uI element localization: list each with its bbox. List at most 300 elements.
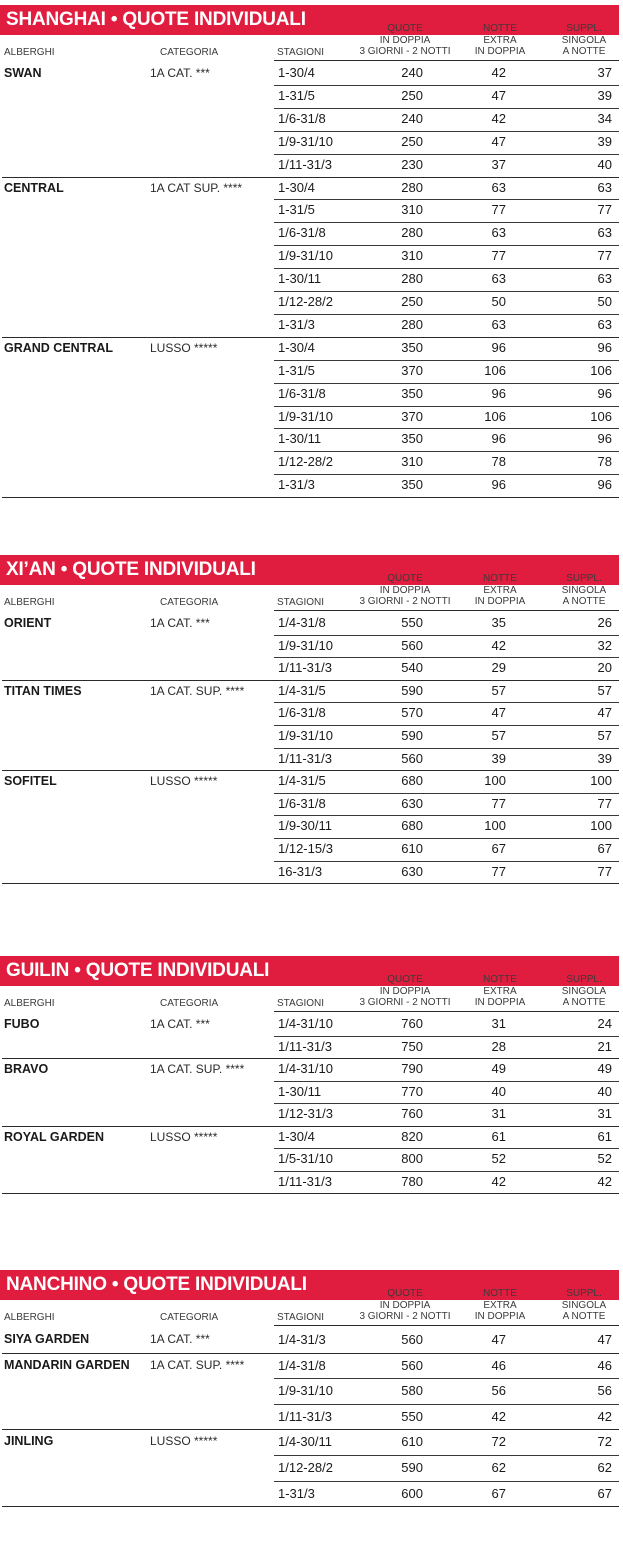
header-line: A NOTTE (562, 1311, 606, 1322)
quote-cell: 280 (401, 225, 423, 241)
single-supplement-cell: 46 (597, 1357, 612, 1373)
header-line: SINGOLA (561, 584, 607, 596)
extra-night-cell: 63 (491, 271, 506, 287)
season-cell: 1-30/4 (278, 179, 315, 195)
row-divider (2, 1506, 619, 1507)
header-line: EXTRA (483, 985, 517, 997)
quote-cell: 610 (401, 1434, 423, 1450)
season-cell: 1/11-31/3 (278, 1173, 332, 1189)
season-cell: 1/9-31/10 (278, 408, 333, 424)
extra-night-cell: 39 (491, 750, 506, 766)
header-line: SUPPL. (566, 23, 602, 34)
extra-night-cell: 46 (491, 1357, 506, 1373)
table-row (0, 1429, 623, 1455)
header-hotels: ALBERGHI (4, 1312, 55, 1323)
quote-cell: 800 (401, 1151, 423, 1166)
hotel-name: JINLING (4, 1434, 54, 1449)
single-supplement-cell: 20 (597, 660, 612, 676)
table-row (0, 1103, 623, 1126)
quote-cell: 240 (401, 110, 423, 126)
season-cell: 1/12-28/2 (278, 294, 333, 309)
single-supplement-cell: 39 (597, 133, 612, 149)
hotel-category: 1A CAT SUP. **** (150, 180, 243, 195)
table-row (0, 1404, 623, 1430)
single-supplement-cell: 96 (597, 431, 612, 447)
quote-cell: 550 (401, 1408, 423, 1424)
quote-cell: 610 (401, 841, 423, 856)
row-divider (2, 497, 619, 498)
header-divider (274, 610, 619, 611)
quote-cell: 540 (401, 660, 423, 676)
single-supplement-cell: 42 (597, 1173, 612, 1189)
section-title: GUILIN • QUOTE INDIVIDUALI (0, 956, 619, 986)
table-row (0, 1353, 623, 1379)
table-row (0, 108, 623, 131)
extra-night-cell: 100 (484, 818, 506, 834)
season-cell: 1/11-31/3 (278, 1408, 332, 1424)
season-cell: 1-30/4 (278, 339, 315, 355)
table-row (0, 268, 623, 291)
extra-night-cell: 47 (491, 87, 506, 103)
table-row (0, 177, 623, 200)
quote-cell: 570 (401, 705, 423, 721)
season-cell: 1/12-31/3 (278, 1106, 333, 1121)
single-supplement-cell: 67 (597, 1485, 612, 1501)
season-cell: 1/4-31/8 (278, 615, 326, 630)
extra-night-cell: 28 (491, 1038, 506, 1054)
table-row (0, 725, 623, 748)
season-cell: 1/12-28/2 (278, 1460, 333, 1475)
season-cell: 1-31/3 (278, 1485, 315, 1501)
single-supplement-cell: 96 (597, 477, 612, 493)
hotel-name: CENTRAL (4, 180, 64, 195)
season-cell: 1/4-31/3 (278, 1332, 326, 1347)
extra-night-cell: 106 (484, 362, 506, 378)
extra-night-cell: 63 (491, 179, 506, 195)
quote-cell: 750 (401, 1038, 423, 1054)
quote-cell: 760 (401, 1106, 423, 1121)
header-line: SUPPL. (566, 573, 602, 584)
header-hotels: ALBERGHI (4, 998, 55, 1009)
quote-cell: 350 (401, 385, 423, 401)
extra-night-cell: 52 (491, 1151, 506, 1166)
header-line: IN DOPPIA (474, 1311, 526, 1322)
table-row (0, 337, 623, 360)
header-line: SINGOLA (561, 985, 607, 997)
header-category: CATEGORIA (160, 597, 219, 608)
quote-cell: 560 (401, 637, 423, 653)
season-cell: 1-31/3 (278, 477, 315, 493)
quote-cell: 370 (401, 408, 423, 424)
table-row (0, 291, 623, 314)
table-row (0, 1171, 623, 1194)
extra-night-cell: 67 (491, 1485, 506, 1501)
header-line: SINGOLA (561, 1299, 607, 1311)
table-row (0, 199, 623, 222)
single-supplement-cell: 31 (597, 1106, 612, 1121)
extra-night-cell: 77 (491, 248, 506, 264)
header-line: NOTTE (483, 1288, 517, 1299)
extra-night-cell: 96 (491, 339, 506, 355)
single-supplement-cell: 21 (597, 1038, 612, 1054)
table-row (0, 1036, 623, 1059)
header-line: IN DOPPIA (379, 1299, 431, 1311)
single-supplement-cell: 52 (597, 1151, 612, 1166)
season-cell: 1-31/3 (278, 316, 315, 332)
header-line: EXTRA (483, 1299, 517, 1311)
season-cell: 1/4-31/5 (278, 682, 326, 698)
extra-night-cell: 42 (491, 110, 506, 126)
extra-night-cell: 42 (491, 1408, 506, 1424)
season-cell: 1/6-31/8 (278, 795, 326, 811)
row-divider (2, 883, 619, 884)
hotel-category: LUSSO ***** (150, 340, 218, 355)
hotel-category: LUSSO ***** (150, 1434, 218, 1449)
quote-cell: 350 (401, 431, 423, 447)
hotel-name: ORIENT (4, 616, 52, 630)
header-category: CATEGORIA (160, 1312, 219, 1323)
quote-cell: 250 (401, 294, 423, 309)
header-line: IN DOPPIA (474, 997, 526, 1008)
single-supplement-cell: 24 (597, 1016, 612, 1031)
season-cell: 1-30/4 (278, 65, 315, 80)
single-supplement-cell: 63 (597, 316, 612, 332)
quote-cell: 600 (401, 1485, 423, 1501)
quote-cell: 280 (401, 271, 423, 287)
hotel-name: SWAN (4, 66, 42, 80)
quote-cell: 630 (401, 863, 423, 879)
season-cell: 1-30/11 (278, 431, 322, 447)
extra-night-cell: 96 (491, 431, 506, 447)
table-row (0, 1455, 623, 1481)
single-supplement-cell: 47 (597, 1332, 612, 1347)
hotel-category: 1A CAT. SUP. **** (150, 1062, 245, 1076)
header-line: QUOTE (387, 23, 423, 34)
table-row (0, 1481, 623, 1507)
table-row (0, 360, 623, 383)
quote-cell: 280 (401, 179, 423, 195)
single-supplement-cell: 96 (597, 339, 612, 355)
season-cell: 1-30/4 (278, 1128, 315, 1144)
table-row (0, 85, 623, 108)
header-line: EXTRA (483, 584, 517, 596)
quote-cell: 560 (401, 750, 423, 766)
table-row (0, 1013, 623, 1036)
season-cell: 1/12-28/2 (278, 454, 333, 470)
quote-cell: 820 (401, 1128, 423, 1144)
table-row (0, 451, 623, 474)
single-supplement-cell: 100 (590, 818, 612, 834)
single-supplement-cell: 77 (597, 863, 612, 879)
hotel-name: ROYAL GARDEN (4, 1129, 105, 1144)
extra-night-cell: 37 (491, 156, 506, 172)
table-row (0, 1378, 623, 1404)
single-supplement-cell: 39 (597, 750, 612, 766)
single-supplement-cell: 32 (597, 637, 612, 653)
single-supplement-cell: 42 (597, 1408, 612, 1424)
single-supplement-cell: 57 (597, 682, 612, 698)
header-line: QUOTE (387, 974, 423, 985)
quote-cell: 350 (401, 339, 423, 355)
quote-cell: 310 (401, 202, 423, 218)
hotel-name: SOFITEL (4, 774, 57, 789)
season-cell: 1/6-31/8 (278, 225, 326, 241)
extra-night-cell: 96 (491, 477, 506, 493)
hotel-category: 1A CAT. *** (150, 616, 210, 630)
single-supplement-cell: 50 (597, 294, 612, 309)
quote-cell: 760 (401, 1016, 423, 1031)
table-row (0, 245, 623, 268)
extra-night-cell: 56 (491, 1383, 506, 1399)
header-line: NOTTE (483, 974, 517, 985)
extra-night-cell: 78 (491, 454, 506, 470)
quote-cell: 350 (401, 477, 423, 493)
single-supplement-cell: 49 (597, 1061, 612, 1076)
single-supplement-cell: 37 (597, 65, 612, 80)
header-line: SINGOLA (561, 34, 607, 46)
single-supplement-cell: 26 (597, 615, 612, 630)
header-divider (274, 1011, 619, 1012)
header-line: SUPPL. (566, 1288, 602, 1299)
extra-night-cell: 77 (491, 863, 506, 879)
table-row (0, 154, 623, 177)
season-cell: 1/11-31/3 (278, 1038, 332, 1054)
header-line: A NOTTE (562, 596, 606, 607)
table-row (0, 1081, 623, 1104)
extra-night-cell: 47 (491, 705, 506, 721)
table-row (0, 635, 623, 658)
header-single (524, 1288, 623, 1323)
extra-night-cell: 63 (491, 316, 506, 332)
header-line: IN DOPPIA (474, 46, 526, 57)
hotel-name: TITAN TIMES (4, 683, 82, 698)
season-cell: 1/4-31/10 (278, 1016, 333, 1031)
table-row (0, 131, 623, 154)
single-supplement-cell: 57 (597, 728, 612, 743)
single-supplement-cell: 78 (597, 454, 612, 470)
season-cell: 1/9-31/10 (278, 133, 333, 149)
extra-night-cell: 61 (491, 1128, 506, 1144)
table-row (0, 1148, 623, 1171)
season-cell: 1/11-31/3 (278, 660, 332, 676)
table-row (0, 1327, 623, 1353)
season-cell: 1/6-31/8 (278, 385, 326, 401)
table-row (0, 383, 623, 406)
header-single (524, 573, 623, 608)
quote-cell: 240 (401, 65, 423, 80)
season-cell: 1-31/5 (278, 87, 315, 103)
header-line: 3 GIORNI - 2 NOTTI (359, 997, 451, 1008)
hotel-category: 1A CAT. *** (150, 1017, 210, 1031)
header-line: QUOTE (387, 1288, 423, 1299)
extra-night-cell: 72 (491, 1434, 506, 1450)
season-cell: 1/11-31/3 (278, 750, 332, 766)
quote-cell: 230 (401, 156, 423, 172)
header-single (524, 23, 623, 58)
extra-night-cell: 49 (491, 1061, 506, 1076)
single-supplement-cell: 67 (597, 841, 612, 856)
hotel-name: FUBO (4, 1017, 40, 1031)
quote-cell: 590 (401, 682, 423, 698)
table-row (0, 702, 623, 725)
quote-cell: 280 (401, 316, 423, 332)
extra-night-cell: 100 (484, 773, 506, 789)
extra-night-cell: 31 (491, 1106, 506, 1121)
extra-night-cell: 62 (491, 1460, 506, 1475)
season-cell: 1/11-31/3 (278, 156, 332, 172)
section-title: NANCHINO • QUOTE INDIVIDUALI (0, 1270, 619, 1300)
season-cell: 1/6-31/8 (278, 705, 326, 721)
header-line: A NOTTE (562, 46, 606, 57)
header-line: QUOTE (387, 573, 423, 584)
table-row (0, 861, 623, 884)
quote-cell: 630 (401, 795, 423, 811)
header-hotels: ALBERGHI (4, 597, 55, 608)
season-cell: 1/4-31/8 (278, 1357, 326, 1373)
extra-night-cell: 47 (491, 1332, 506, 1347)
single-supplement-cell: 106 (590, 408, 612, 424)
quote-cell: 590 (401, 1460, 423, 1475)
single-supplement-cell: 61 (597, 1128, 612, 1144)
quote-cell: 250 (401, 133, 423, 149)
section-title: XI’AN • QUOTE INDIVIDUALI (0, 555, 619, 585)
header-hotels: ALBERGHI (4, 47, 55, 58)
quote-cell: 680 (401, 818, 423, 834)
extra-night-cell: 42 (491, 65, 506, 80)
quote-cell: 590 (401, 728, 423, 743)
table-row (0, 222, 623, 245)
header-line: SUPPL. (566, 974, 602, 985)
season-cell: 1-31/5 (278, 202, 315, 218)
extra-night-cell: 63 (491, 225, 506, 241)
header-seasons: STAGIONI (277, 998, 325, 1009)
header-line: A NOTTE (562, 997, 606, 1008)
season-cell: 1/4-30/11 (278, 1434, 332, 1450)
extra-night-cell: 42 (491, 1173, 506, 1189)
hotel-name: BRAVO (4, 1062, 49, 1076)
hotel-category: LUSSO ***** (150, 1129, 218, 1144)
quote-cell: 560 (401, 1357, 423, 1373)
table-row (0, 406, 623, 429)
single-supplement-cell: 56 (597, 1383, 612, 1399)
table-row (0, 612, 623, 635)
extra-night-cell: 57 (491, 682, 506, 698)
header-divider (274, 1325, 619, 1326)
extra-night-cell: 35 (491, 615, 506, 630)
extra-night-cell: 42 (491, 637, 506, 653)
season-cell: 1-30/11 (278, 271, 322, 287)
table-row (0, 428, 623, 451)
header-line: 3 GIORNI - 2 NOTTI (359, 46, 451, 57)
quote-cell: 250 (401, 87, 423, 103)
single-supplement-cell: 100 (590, 773, 612, 789)
quote-cell: 310 (401, 454, 423, 470)
single-supplement-cell: 77 (597, 248, 612, 264)
table-row (0, 748, 623, 771)
extra-night-cell: 77 (491, 202, 506, 218)
quote-cell: 790 (401, 1061, 423, 1076)
hotel-name: GRAND CENTRAL (4, 340, 114, 355)
single-supplement-cell: 96 (597, 385, 612, 401)
season-cell: 1/9-31/10 (278, 728, 333, 743)
season-cell: 1/12-15/3 (278, 841, 333, 856)
single-supplement-cell: 63 (597, 271, 612, 287)
extra-night-cell: 96 (491, 385, 506, 401)
table-row (0, 815, 623, 838)
hotel-category: 1A CAT. SUP. **** (150, 683, 245, 698)
single-supplement-cell: 77 (597, 202, 612, 218)
extra-night-cell: 47 (491, 133, 506, 149)
season-cell: 1/4-31/5 (278, 773, 326, 789)
single-supplement-cell: 77 (597, 795, 612, 811)
header-line: 3 GIORNI - 2 NOTTI (359, 596, 451, 607)
single-supplement-cell: 40 (597, 1083, 612, 1099)
header-line: IN DOPPIA (379, 34, 431, 46)
quote-cell: 780 (401, 1173, 423, 1189)
header-seasons: STAGIONI (277, 47, 325, 58)
header-line: NOTTE (483, 23, 517, 34)
single-supplement-cell: 63 (597, 225, 612, 241)
quote-cell: 560 (401, 1332, 423, 1347)
season-cell: 1/9-31/10 (278, 1383, 333, 1399)
quote-cell: 310 (401, 248, 423, 264)
table-row (0, 1058, 623, 1081)
hotel-name: MANDARIN GARDEN (4, 1357, 130, 1372)
season-cell: 1/6-31/8 (278, 110, 326, 126)
extra-night-cell: 29 (491, 660, 506, 676)
header-single (524, 974, 623, 1009)
season-cell: 1/5-31/10 (278, 1151, 333, 1166)
header-category: CATEGORIA (160, 998, 219, 1009)
quote-cell: 680 (401, 773, 423, 789)
extra-night-cell: 50 (491, 294, 506, 309)
extra-night-cell: 31 (491, 1016, 506, 1031)
single-supplement-cell: 39 (597, 87, 612, 103)
hotel-category: 1A CAT. *** (150, 66, 210, 80)
table-row (0, 838, 623, 861)
extra-night-cell: 57 (491, 728, 506, 743)
header-line: IN DOPPIA (379, 985, 431, 997)
single-supplement-cell: 63 (597, 179, 612, 195)
single-supplement-cell: 34 (597, 110, 612, 126)
header-line: IN DOPPIA (474, 596, 526, 607)
row-divider (2, 1193, 619, 1194)
quote-cell: 580 (401, 1383, 423, 1399)
table-row (0, 680, 623, 703)
header-line: 3 GIORNI - 2 NOTTI (359, 1311, 451, 1322)
table-row (0, 770, 623, 793)
table-row (0, 474, 623, 497)
header-line: NOTTE (483, 573, 517, 584)
header-line: IN DOPPIA (379, 584, 431, 596)
hotel-category: 1A CAT. SUP. **** (150, 1357, 245, 1372)
table-row (0, 793, 623, 816)
single-supplement-cell: 62 (597, 1460, 612, 1475)
season-cell: 1/4-31/10 (278, 1061, 333, 1076)
season-cell: 1/9-31/10 (278, 248, 333, 264)
season-cell: 1-31/5 (278, 362, 315, 378)
extra-night-cell: 67 (491, 841, 506, 856)
header-line: EXTRA (483, 34, 517, 46)
header-category: CATEGORIA (160, 47, 219, 58)
extra-night-cell: 40 (491, 1083, 506, 1099)
single-supplement-cell: 47 (597, 705, 612, 721)
header-seasons: STAGIONI (277, 597, 325, 608)
hotel-category: 1A CAT. *** (150, 1332, 210, 1346)
extra-night-cell: 106 (484, 408, 506, 424)
table-row (0, 314, 623, 337)
single-supplement-cell: 40 (597, 156, 612, 172)
